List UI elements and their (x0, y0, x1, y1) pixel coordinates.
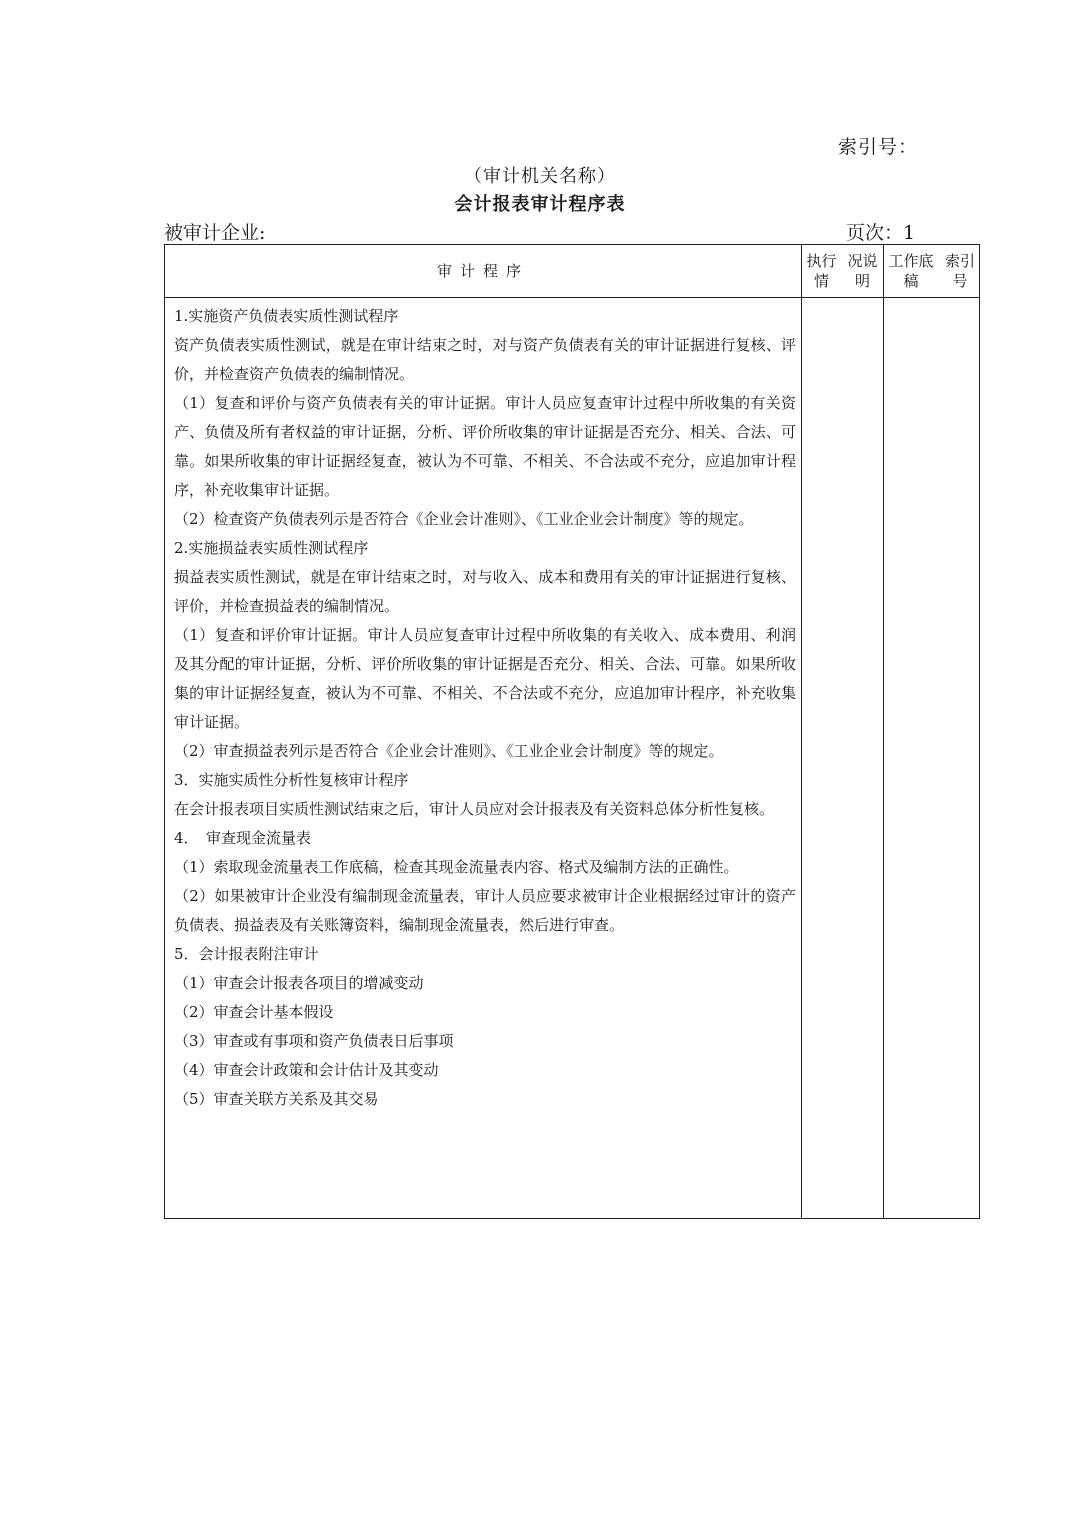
column-header-procedure: 审计程序 (436, 262, 529, 280)
column-divider (801, 245, 802, 1218)
procedure-paragraph: （1）索取现金流量表工作底稿，检查其现金流量表内容、格式及编制方法的正确性。 (174, 858, 739, 876)
page-number: 页次：1 (846, 222, 916, 244)
procedure-paragraph: 4． 审查现金流量表 (174, 829, 312, 847)
procedure-paragraph: （1）复查和评价与资产负债表有关的审计证据。审计人员应复查审计过程中所收集的有关资产、负债及所有者权益的审计证据，分析、评价所收集的审计证据是否充分、相关、合法、可靠。如果所收集的审计证据经复查，被认为不可靠、不相关、不合法或不充分，应追加审计程序，补充收集审计证据。 (174, 394, 796, 499)
procedure-paragraph: （2）如果被审计企业没有编制现金流量表，审计人员应要求被审计企业根据经过审计的资产负债表、损益表及有关账簿资料，编制现金流量表，然后进行审查。 (174, 887, 796, 934)
procedure-paragraph: （5）审查关联方关系及其交易 (174, 1090, 379, 1108)
procedure-paragraph: （1）复查和评价审计证据。审计人员应复查审计过程中所收集的有关收入、成本费用、利润及其分配的审计证据，分析、评价所收集的审计证据是否充分、相关、合法、可靠。如果所收集的审计证据经复查，被认为不可靠、不相关、不合法或不充分，应追加审计程序，补充收集审计证据。 (174, 626, 796, 731)
procedure-paragraph: （4）审查会计政策和会计估计及其变动 (174, 1061, 439, 1079)
procedure-paragraph: （2）检查资产负债表列示是否符合《企业会计准则》、《工业企业会计制度》等的规定。 (174, 510, 754, 528)
workpaper-index-line-1: 工作底稿 (888, 252, 934, 290)
execution-notes-line-2: 况说明 (847, 252, 878, 290)
audited-company-label: 被审计企业: (164, 222, 266, 244)
procedure-paragraph: 3．实施实质性分析性复核审计程序 (174, 771, 409, 789)
procedure-paragraph: 2.实施损益表实质性测试程序 (174, 539, 369, 557)
procedure-paragraph: 5．会计报表附注审计 (174, 945, 319, 963)
procedure-paragraph: 1.实施资产负债表实质性测试程序 (174, 307, 399, 325)
procedure-paragraph: （2）审查会计基本假设 (174, 1003, 334, 1021)
column-divider (883, 245, 884, 1218)
procedure-paragraph: （3）审查或有事项和资产负债表日后事项 (174, 1032, 454, 1050)
procedure-paragraph: 在会计报表项目实质性测试结束之后，审计人员应对会计报表及有关资料总体分析性复核。 (174, 800, 775, 818)
column-header-execution-notes (801, 245, 883, 297)
procedure-paragraph: 资产负债表实质性测试，就是在审计结束之时，对与资产负债表有关的审计证据进行复核、评价，并检查资产负债表的编制情况。 (174, 336, 796, 383)
document-title: 会计报表审计程序表 (454, 194, 626, 215)
header-divider (165, 297, 979, 298)
execution-notes-line-1: 执行情 (806, 252, 837, 290)
procedure-paragraph: （2）审查损益表列示是否符合《企业会计准则》、《工业企业会计制度》等的规定。 (174, 742, 724, 760)
procedure-content (174, 302, 796, 1114)
index-number-label: 索引号： (838, 136, 919, 158)
procedure-paragraph: （1）审查会计报表各项目的增减变动 (174, 974, 424, 992)
audit-organization-name: （审计机关名称） (464, 166, 616, 187)
audit-procedure-table (164, 244, 980, 1219)
workpaper-index-line-2: 索引号 (944, 252, 975, 290)
procedure-paragraph: 损益表实质性测试，就是在审计结束之时，对与收入、成本和费用有关的审计证据进行复核、评价，并检查损益表的编制情况。 (174, 568, 796, 615)
column-header-workpaper-index (883, 245, 981, 297)
